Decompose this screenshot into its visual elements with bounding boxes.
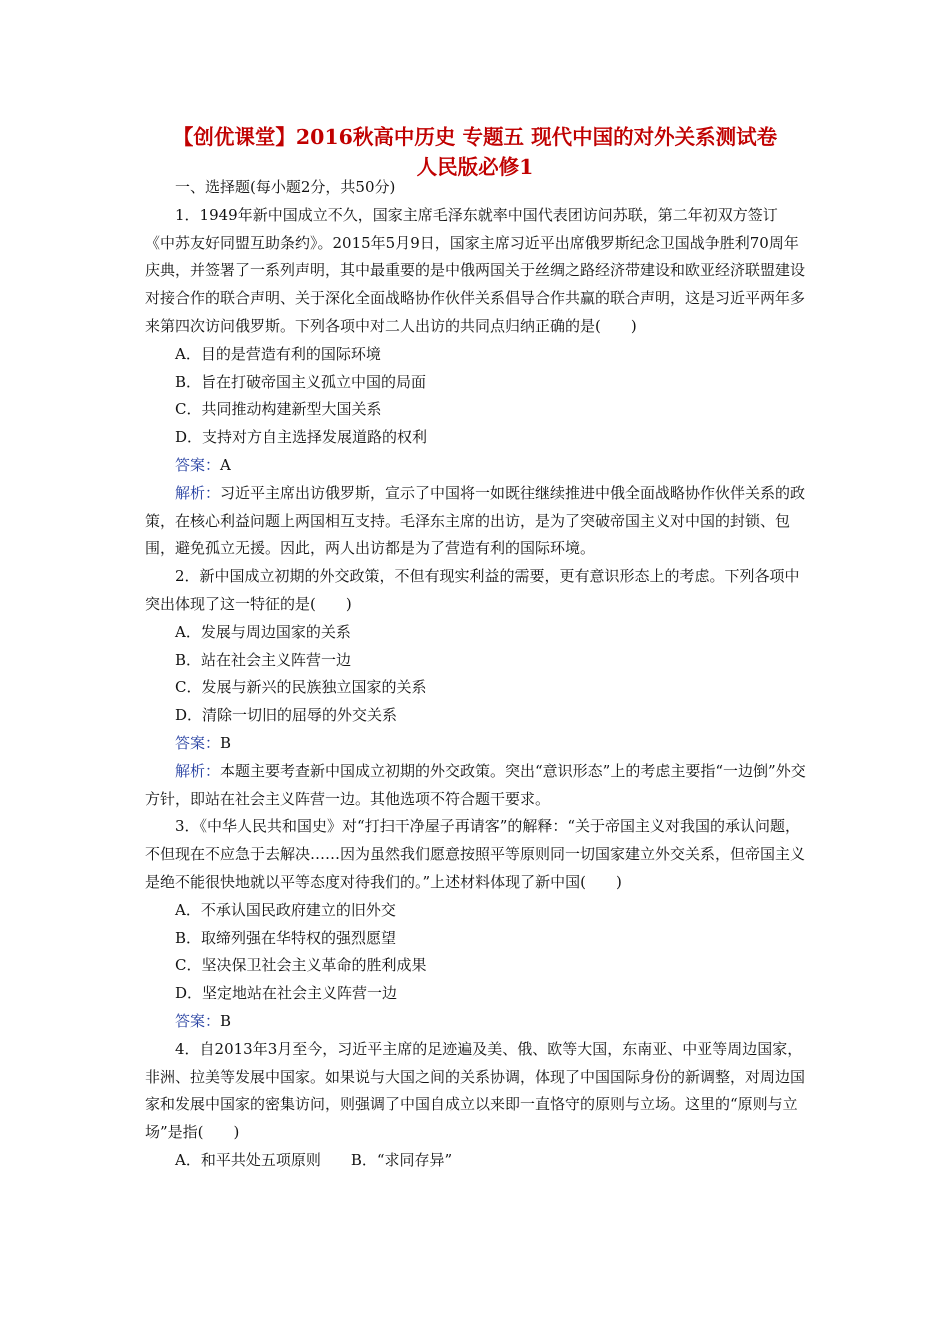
question-1-option-a: A．目的是营造有利的国际环境 xyxy=(175,344,381,363)
question-3-option-c: C．坚决保卫社会主义革命的胜利成果 xyxy=(175,956,427,975)
question-2-option-d: D．清除一切旧的屈辱的外交关系 xyxy=(175,706,398,725)
question-2-option-c: C．发展与新兴的民族独立国家的关系 xyxy=(175,678,427,697)
question-1-answer xyxy=(145,452,807,480)
question-2-stem: 2．新中国成立初期的外交政策，不但有现实利益的需要，更有意识形态上的考虑。下列各项中突出体现了这一特征的是( ) xyxy=(145,567,800,613)
document-title xyxy=(130,122,820,182)
answer-label: 答案： xyxy=(175,455,221,474)
explanation-text: 本题主要考查新中国成立初期的外交政策。突出“意识形态”上的考虑主要指“一边倒”外交方针，即站在社会主义阵营一边。其他选项不符合题干要求。 xyxy=(145,761,806,808)
explanation-label: 解析： xyxy=(175,761,221,780)
question-1-stem: 1．1949年新中国成立不久，国家主席毛泽东就率中国代表团访问苏联，第二年初双方签订《中苏友好同盟互助条约》。2015年5月9日，国家主席习近平出席俄罗斯纪念卫国战争胜利70周年庆典，并签署了一系列声明，其中最重要的是中俄两国关于丝绸之路经济带建设和欧亚经济联盟建设对接合作的联合声明、关于深化全面战略协作伙伴关系倡导合作共赢的联合声明，这是习近平两年多来第四次访问俄罗斯。下列各项中对二人出访的共同点归纳正确的是( ) xyxy=(145,205,806,335)
question-2-option-b: B．站在社会主义阵营一边 xyxy=(175,650,352,669)
title-line-2: 人民版必修1 xyxy=(416,155,534,179)
answer-label: 答案： xyxy=(175,1011,221,1030)
explanation-label: 解析： xyxy=(175,483,221,502)
question-3-answer xyxy=(145,1008,807,1036)
question-1-option-b: B．旨在打破帝国主义孤立中国的局面 xyxy=(175,372,427,391)
question-1-option-d: D．支持对方自主选择发展道路的权利 xyxy=(175,428,428,447)
answer-value: A xyxy=(220,455,231,474)
answer-value: B xyxy=(220,1011,232,1030)
question-4-options-row: A．和平共处五项原则 B．“求同存异” xyxy=(175,1150,453,1169)
section-heading: 一、选择题(每小题2分，共50分) xyxy=(175,178,396,196)
question-2-explanation xyxy=(145,758,807,814)
document-body xyxy=(145,174,807,1175)
question-3-option-d: D．坚定地站在社会主义阵营一边 xyxy=(175,984,398,1003)
question-1-explanation xyxy=(145,480,807,563)
title-line-1: 【创优课堂】2016秋高中历史 专题五 现代中国的对外关系测试卷 xyxy=(172,125,778,149)
question-2-answer xyxy=(145,730,807,758)
answer-label: 答案： xyxy=(175,733,221,752)
question-2-option-a: A．发展与周边国家的关系 xyxy=(175,622,351,641)
question-3-stem: 3．《中华人民共和国史》对“打扫干净屋子再请客”的解释：“关于帝国主义对我国的承认问题，不但现在不应急于去解决……因为虽然我们愿意按照平等原则同一切国家建立外交关系，但帝国主义是绝不能很快地就以平等态度对待我们的。”上述材料体现了新中国( ) xyxy=(145,817,806,891)
question-3-option-a: A．不承认国民政府建立的旧外交 xyxy=(175,900,396,919)
answer-value: B xyxy=(220,733,232,752)
explanation-text: 习近平主席出访俄罗斯，宣示了中国将一如既往继续推进中俄全面战略协作伙伴关系的政策，在核心利益问题上两国相互支持。毛泽东主席的出访，是为了突破帝国主义对中国的封锁、包围，避免孤立无援。因此，两人出访都是为了营造有利的国际环境。 xyxy=(145,483,806,558)
question-3-option-b: B．取缔列强在华特权的强烈愿望 xyxy=(175,928,397,947)
question-4-stem: 4．自2013年3月至今，习近平主席的足迹遍及美、俄、欧等大国，东南亚、中亚等周边国家，非洲、拉美等发展中国家。如果说与大国之间的关系协调，体现了中国国际身份的新调整，对周边国家和发展中国家的密集访问，则强调了中国自成立以来即一直恪守的原则与立场。这里的“原则与立场”是指( ) xyxy=(145,1039,806,1142)
question-1-option-c: C．共同推动构建新型大国关系 xyxy=(175,400,382,419)
